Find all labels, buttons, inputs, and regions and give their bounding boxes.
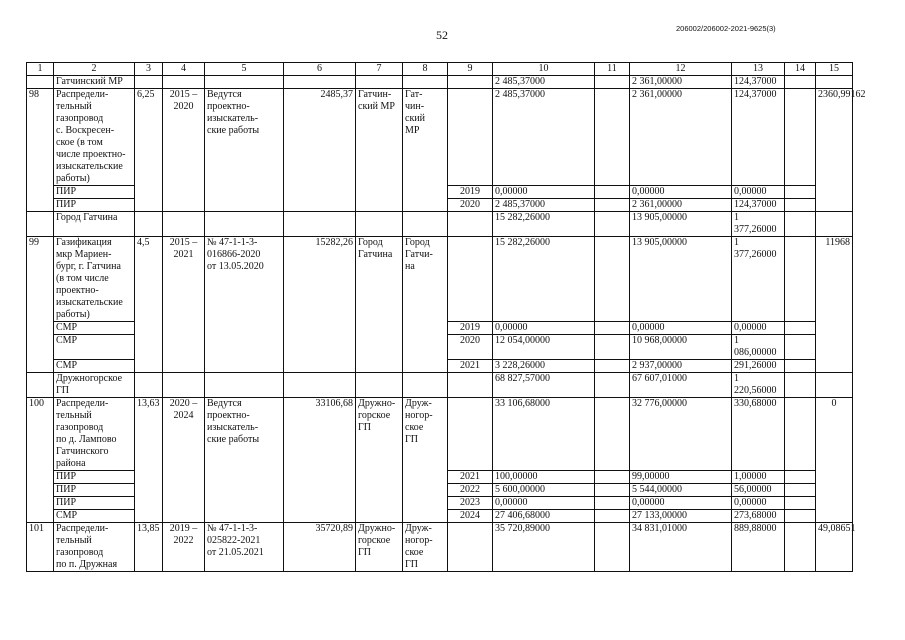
amount-local: 273,68000 xyxy=(732,510,785,523)
col-header: 1 xyxy=(27,63,54,76)
work-type: ПИР xyxy=(54,471,135,484)
col-header: 7 xyxy=(356,63,403,76)
municipality-text: Дружно- горское ГП xyxy=(356,398,403,523)
amount-budget: 0,00000 xyxy=(630,322,732,335)
amount-local: 1 086,00000 xyxy=(732,335,785,360)
subtotal-label: Город Гатчина xyxy=(54,212,135,237)
col-header: 4 xyxy=(163,63,205,76)
settlement-text: Город Гатчи- на xyxy=(403,237,448,373)
amount-total: 15 282,26000 xyxy=(493,212,595,237)
amount-budget: 27 133,00000 xyxy=(630,510,732,523)
work-type: СМР xyxy=(54,335,135,360)
col-header: 10 xyxy=(493,63,595,76)
amount-budget: 67 607,01000 xyxy=(630,373,732,398)
amount-local: 124,37000 xyxy=(732,89,785,186)
amount-local: 1,00000 xyxy=(732,471,785,484)
amount-local: 56,00000 xyxy=(732,484,785,497)
length-value: 13,85 xyxy=(135,523,163,572)
amount-local: 889,88000 xyxy=(732,523,785,572)
col-header: 6 xyxy=(284,63,356,76)
amount-budget: 13 905,00000 xyxy=(630,237,732,322)
subtotal-row xyxy=(27,212,853,237)
amount-budget: 34 831,01000 xyxy=(630,523,732,572)
amount-total: 0,00000 xyxy=(493,497,595,510)
amount-local: 1 377,26000 xyxy=(732,237,785,322)
amount-budget: 0,00000 xyxy=(630,497,732,510)
subtotal-row xyxy=(27,76,853,89)
amount-local: 330,68000 xyxy=(732,398,785,471)
municipality-text: Дружно- горское ГП xyxy=(356,523,403,572)
year-value: 2019 xyxy=(448,186,493,199)
table-row xyxy=(27,237,853,322)
work-type: СМР xyxy=(54,322,135,335)
col15-value: 0 xyxy=(816,398,853,523)
amount-local: 0,00000 xyxy=(732,322,785,335)
col-header: 11 xyxy=(595,63,630,76)
cost-value: 2485,37 xyxy=(284,89,356,212)
amount-total: 2 485,37000 xyxy=(493,76,595,89)
amount-local: 291,26000 xyxy=(732,360,785,373)
amount-total: 33 106,68000 xyxy=(493,398,595,471)
object-name: Распредели- тельный газопровод по д. Лампово Гатчинского района xyxy=(54,398,135,471)
col-header: 3 xyxy=(135,63,163,76)
table-row xyxy=(27,89,853,186)
year-value: 2023 xyxy=(448,497,493,510)
table-row xyxy=(27,523,853,572)
amount-local: 1 377,26000 xyxy=(732,212,785,237)
amount-total: 0,00000 xyxy=(493,186,595,199)
page-number: 52 xyxy=(436,28,448,42)
work-type: ПИР xyxy=(54,186,135,199)
amount-budget: 2 937,00000 xyxy=(630,360,732,373)
cost-value: 33106,68 xyxy=(284,398,356,523)
amount-budget: 2 361,00000 xyxy=(630,89,732,186)
subtotal-label: Гатчинский МР xyxy=(54,76,135,89)
year-value: 2021 xyxy=(448,471,493,484)
col-header: 9 xyxy=(448,63,493,76)
object-name: Распредели- тельный газопровод с. Воскресен- ское (в том числе проектно- изыскательские работы) xyxy=(54,89,135,186)
object-name: Распредели- тельный газопровод по п. Дружная xyxy=(54,523,135,572)
subtotal-label: Дружногорское ГП xyxy=(54,373,135,398)
cost-value: 15282,26 xyxy=(284,237,356,373)
amount-local: 0,00000 xyxy=(732,497,785,510)
row-number: 98 xyxy=(27,89,54,212)
period-value: 2015 – 2020 xyxy=(163,89,205,212)
year-value: 2020 xyxy=(448,335,493,360)
amount-budget: 13 905,00000 xyxy=(630,212,732,237)
investment-table xyxy=(26,62,866,572)
col-header: 2 xyxy=(54,63,135,76)
year-value: 2019 xyxy=(448,322,493,335)
length-value: 13,63 xyxy=(135,398,163,523)
col-header: 12 xyxy=(630,63,732,76)
municipality-text: Гатчин- ский МР xyxy=(356,89,403,212)
col-header: 5 xyxy=(205,63,284,76)
amount-total: 100,00000 xyxy=(493,471,595,484)
amount-budget: 2 361,00000 xyxy=(630,76,732,89)
amount-budget: 10 968,00000 xyxy=(630,335,732,360)
amount-budget: 2 361,00000 xyxy=(630,199,732,212)
amount-total: 2 485,37000 xyxy=(493,199,595,212)
col-header: 14 xyxy=(785,63,816,76)
status-text: № 47-1-1-3- 025822-2021 от 21.05.2021 xyxy=(205,523,284,572)
period-value: 2020 – 2024 xyxy=(163,398,205,523)
year-value: 2024 xyxy=(448,510,493,523)
cost-value: 35720,89 xyxy=(284,523,356,572)
amount-total: 35 720,89000 xyxy=(493,523,595,572)
settlement-text: Друж- ногор- ское ГП xyxy=(403,398,448,523)
settlement-text: Гат- чин- ский МР xyxy=(403,89,448,212)
period-value: 2015 – 2021 xyxy=(163,237,205,373)
status-text: № 47-1-1-3- 016866-2020 от 13.05.2020 xyxy=(205,237,284,373)
work-type: ПИР xyxy=(54,484,135,497)
work-type: ПИР xyxy=(54,199,135,212)
work-type: СМР xyxy=(54,510,135,523)
amount-local: 0,00000 xyxy=(732,186,785,199)
column-header-row xyxy=(27,63,853,76)
row-number: 100 xyxy=(27,398,54,523)
amount-local: 124,37000 xyxy=(732,76,785,89)
row-number: 99 xyxy=(27,237,54,373)
amount-local: 1 220,56000 xyxy=(732,373,785,398)
amount-budget: 5 544,00000 xyxy=(630,484,732,497)
municipality-text: Город Гатчина xyxy=(356,237,403,373)
amount-total: 12 054,00000 xyxy=(493,335,595,360)
amount-local: 124,37000 xyxy=(732,199,785,212)
subtotal-row xyxy=(27,373,853,398)
status-text: Ведутся проектно- изыскатель- ские работы xyxy=(205,398,284,523)
col-header: 15 xyxy=(816,63,853,76)
col-header: 13 xyxy=(732,63,785,76)
year-value: 2021 xyxy=(448,360,493,373)
length-value: 6,25 xyxy=(135,89,163,212)
amount-total: 0,00000 xyxy=(493,322,595,335)
document-id: 206002/206002-2021-9625(3) xyxy=(676,24,776,33)
col15-value: 11968 xyxy=(816,237,853,373)
status-text: Ведутся проектно- изыскатель- ские работы xyxy=(205,89,284,212)
amount-total: 27 406,68000 xyxy=(493,510,595,523)
row-number: 101 xyxy=(27,523,54,572)
col15-value: 2360,99162 xyxy=(816,89,853,212)
amount-total: 3 228,26000 xyxy=(493,360,595,373)
amount-total: 2 485,37000 xyxy=(493,89,595,186)
work-type: ПИР xyxy=(54,497,135,510)
length-value: 4,5 xyxy=(135,237,163,373)
col15-value: 49,08651 xyxy=(816,523,853,572)
year-value: 2020 xyxy=(448,199,493,212)
amount-budget: 0,00000 xyxy=(630,186,732,199)
col-header: 8 xyxy=(403,63,448,76)
work-type: СМР xyxy=(54,360,135,373)
amount-total: 5 600,00000 xyxy=(493,484,595,497)
amount-total: 68 827,57000 xyxy=(493,373,595,398)
year-value: 2022 xyxy=(448,484,493,497)
settlement-text: Друж- ногор- ское ГП xyxy=(403,523,448,572)
table-row xyxy=(27,398,853,471)
amount-budget: 32 776,00000 xyxy=(630,398,732,471)
amount-total: 15 282,26000 xyxy=(493,237,595,322)
period-value: 2019 – 2022 xyxy=(163,523,205,572)
amount-budget: 99,00000 xyxy=(630,471,732,484)
object-name: Газификация мкр Мариен- бург, г. Гатчина (в том числе проектно- изыскательские работы) xyxy=(54,237,135,322)
